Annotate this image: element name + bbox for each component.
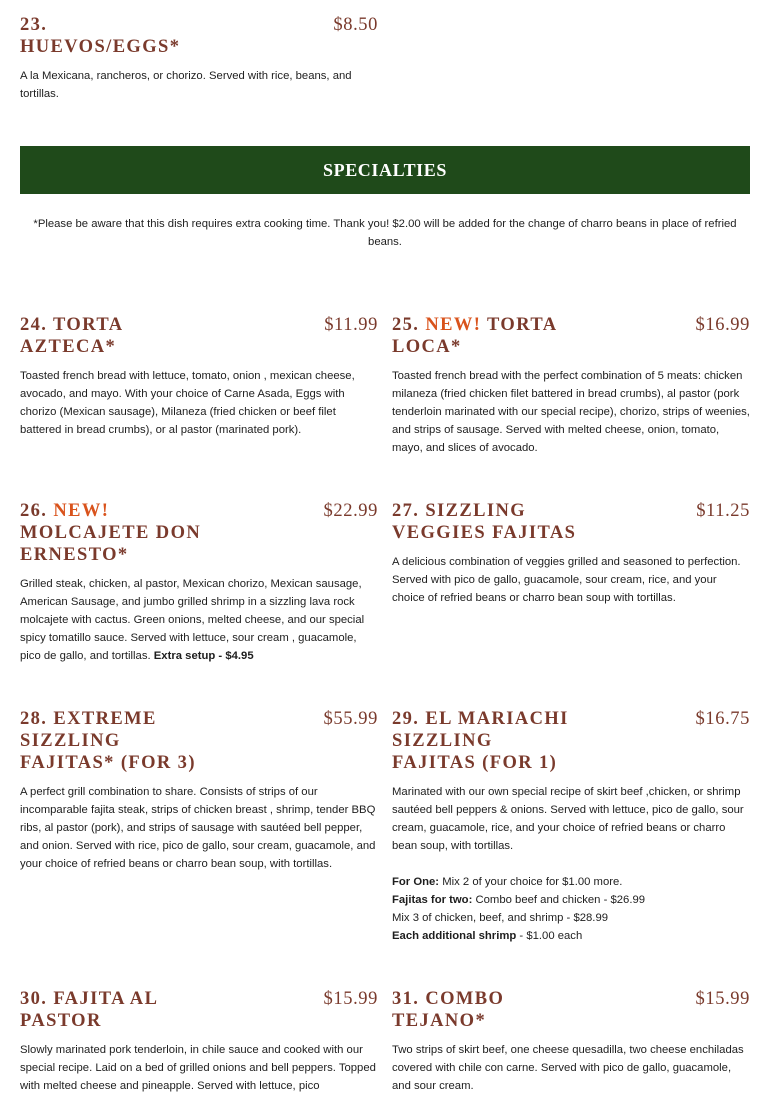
- section-banner: [20, 146, 750, 194]
- menu-item-27: [392, 500, 750, 607]
- menu-item-28: [20, 708, 378, 873]
- option-additional-shrimp: Each additional shrimp - $1.00 each: [392, 930, 583, 942]
- item-price: $15.99: [323, 989, 378, 1009]
- item-price: $11.25: [696, 501, 750, 521]
- item-title: 23. HUEVOS/EGGS*: [20, 15, 181, 57]
- option-for-two: Fajitas for two: Combo beef and chicken - $26.99: [392, 894, 646, 906]
- new-badge: NEW!: [53, 501, 110, 521]
- item-description: A la Mexicana, rancheros, or chorizo. Served with rice, beans, and tortillas.: [20, 70, 352, 100]
- menu-item-24: [20, 314, 378, 439]
- item-price: $55.99: [323, 709, 378, 729]
- item-title: 30. FAJITA AL PASTOR: [20, 989, 158, 1031]
- item-description: A perfect grill combination to share. Consists of strips of our incomparable fajita steak, strips of chicken breast , shrimp, tender BBQ ribs, al pastor (pork), and strips of sausage with sautéed bell pepper, and onion. Served with rice, pico de gallo, sour cream, guacamole, and your choice of refried beans or charro bean soup, with tortillas.: [20, 786, 376, 870]
- menu-item-30: [20, 988, 378, 1095]
- item-price: $22.99: [323, 501, 378, 521]
- item-price: $11.99: [324, 315, 378, 335]
- item-description: Marinated with our own special recipe of skirt beef ,chicken, or shrimp sautéed bell peppers & onions. Served with lettuce, pico de gallo, sour cream, guacamole, rice, and your choice of refried beans or charro bean soup, with tortillas.: [392, 786, 744, 852]
- item-title: 27. SIZZLING VEGGIES FAJITAS: [392, 501, 577, 543]
- item-title: 25. NEW! TORTA LOCA*: [392, 315, 557, 357]
- item-description: Toasted french bread with the perfect combination of 5 meats: chicken milaneza (fried chicken filet battered in bread crumbs), al pastor (pork tenderloin marinated with our special recipe), chorizo, strips of weenies, and strips of sausage. Served with melted cheese, onion, tomato, mayo, and slices of avocado.: [392, 370, 750, 454]
- menu-item-23: [20, 14, 378, 103]
- item-title: 26. NEW! MOLCAJETE DON ERNESTO*: [20, 501, 202, 565]
- menu-item-26: [20, 500, 378, 665]
- menu-item-25: [392, 314, 750, 457]
- item-price: $15.99: [695, 989, 750, 1009]
- section-notice: *Please be aware that this dish requires extra cooking time. Thank you! $2.00 will be added for the change of charro beans in place of refried beans.: [33, 218, 737, 248]
- item-title: 31. COMBO TEJANO*: [392, 989, 505, 1031]
- item-description: Toasted french bread with lettuce, tomato, onion , mexican cheese, avocado, and mayo. With your choice of Carne Asada, Eggs with chorizo (Mexican sausage), Milaneza (fried chicken or beef filet battered in bread crumbs), or al pastor (marinated pork).: [20, 370, 355, 436]
- item-description: Slowly marinated pork tenderloin, in chile sauce and cooked with our special recipe. Laid on a bed of grilled onions and bell peppers. Topped with melted cheese and pineapple. Served with lettuce, pico: [20, 1044, 376, 1092]
- new-badge: NEW!: [425, 315, 482, 335]
- item-title: 29. EL MARIACHI SIZZLING FAJITAS (FOR 1): [392, 709, 569, 773]
- item-price: $8.50: [333, 15, 378, 35]
- item-title: 28. EXTREME SIZZLING FAJITAS* (FOR 3): [20, 709, 196, 773]
- item-description: A delicious combination of veggies grilled and seasoned to perfection. Served with pico de gallo, guacamole, sour cream, rice, and your choice of refried beans or charro bean soup with tortillas.: [392, 556, 741, 604]
- option-mix-three: Mix 3 of chicken, beef, and shrimp - $28.99: [392, 912, 609, 924]
- item-options: [392, 873, 750, 945]
- extra-setup-note: Extra setup - $4.95: [153, 650, 254, 662]
- item-price: $16.99: [695, 315, 750, 335]
- menu-item-29: [392, 708, 750, 945]
- section-title: SPECIALTIES: [323, 159, 447, 180]
- menu-item-31: [392, 988, 750, 1095]
- item-price: $16.75: [695, 709, 750, 729]
- item-title: 24. TORTA AZTECA*: [20, 315, 123, 357]
- option-for-one: For One: Mix 2 of your choice for $1.00 more.: [392, 876, 623, 888]
- item-description: Grilled steak, chicken, al pastor, Mexican chorizo, Mexican sausage, American Sausage, and jumbo grilled shrimp in a sizzling lava rock molcajete with cactus. Green onions, melted cheese, and our special spicy tomatillo sauce. Served with lettuce, sour cream , guacamole, pico de gallo, and tortillas. Extra setup - $4.95: [20, 578, 365, 662]
- item-description: Two strips of skirt beef, one cheese quesadilla, two cheese enchiladas covered with chile con carne. Served with pico de gallo, guacamole, and sour cream.: [392, 1044, 744, 1092]
